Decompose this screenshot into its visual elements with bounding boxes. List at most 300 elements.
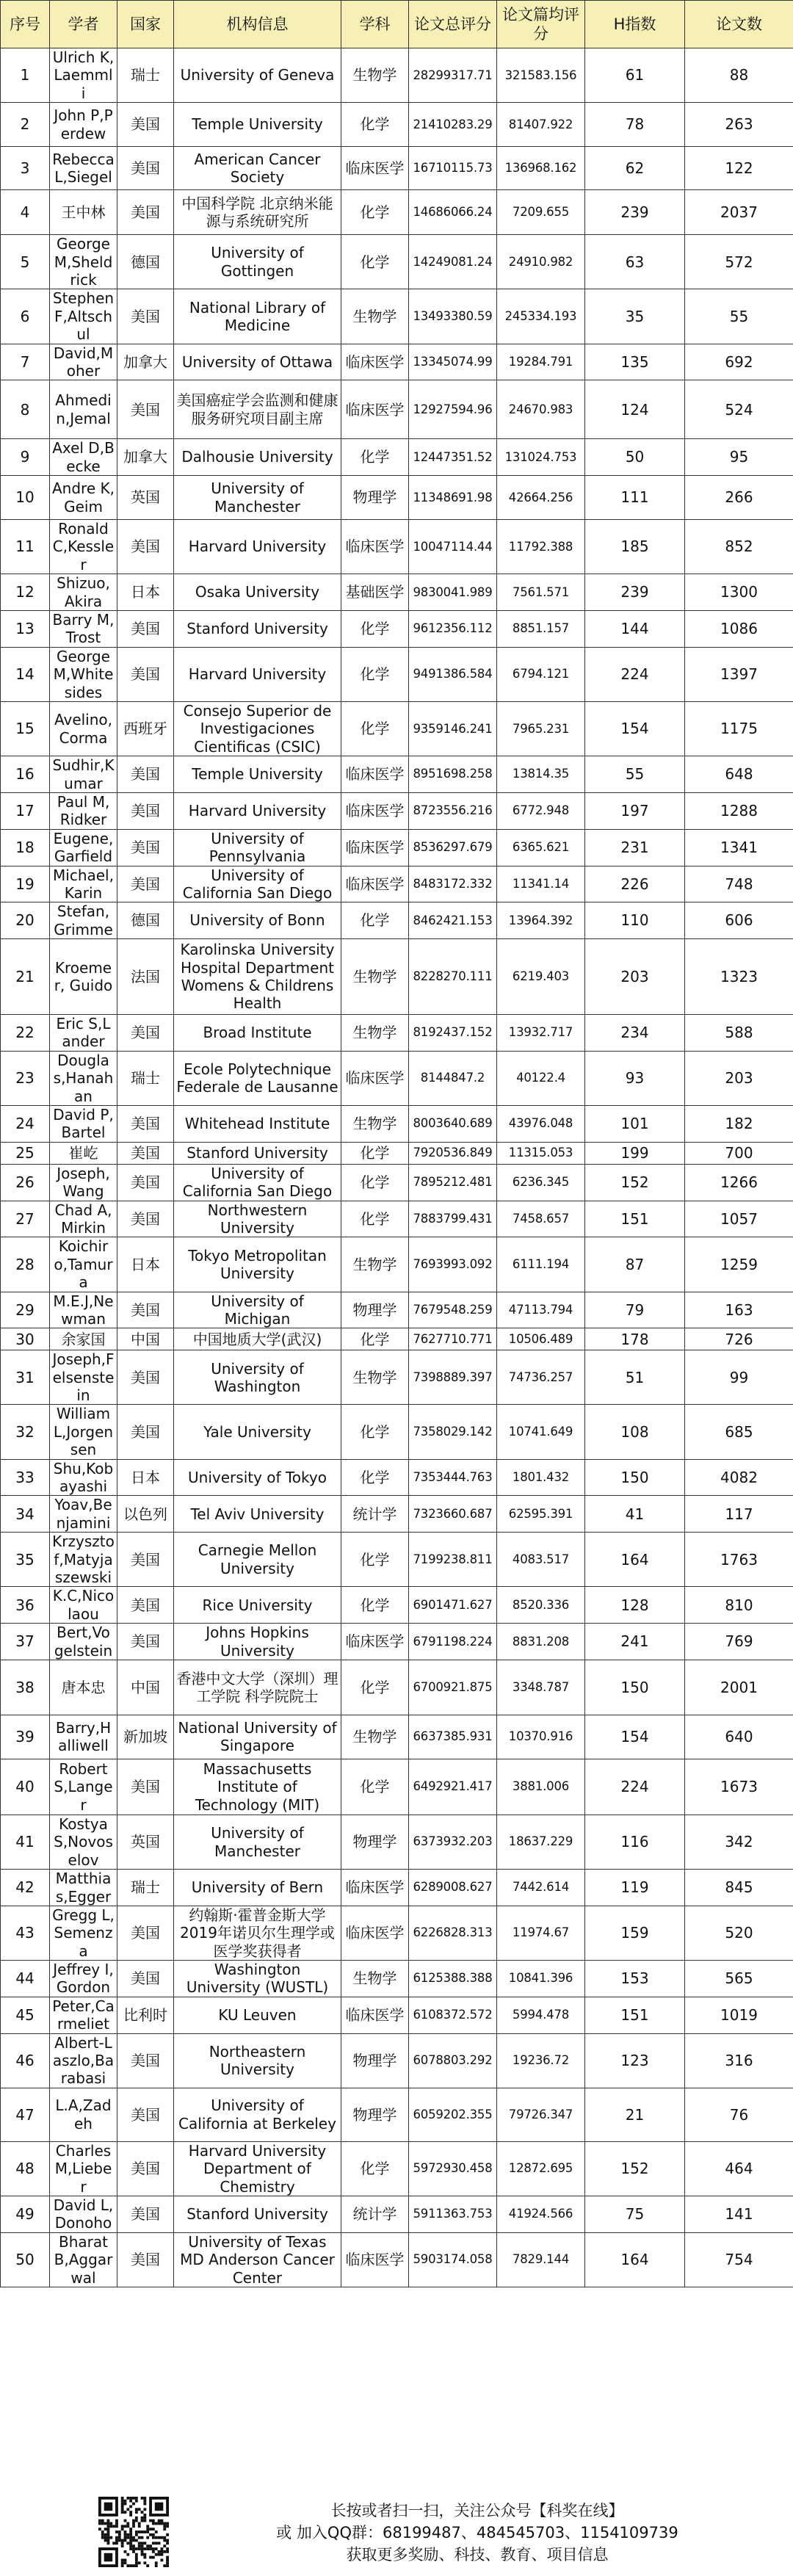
table-row	[1, 1660, 793, 1715]
cell-country: 日本	[117, 1459, 174, 1496]
cell-country: 美国	[117, 1533, 174, 1587]
cell-rank: 24	[1, 1106, 50, 1143]
cell-subject: 生物学	[341, 1015, 409, 1052]
cell-total-score: 6700921.875	[409, 1660, 497, 1715]
cell-scholar: Andre K,Geim	[50, 476, 117, 520]
cell-avg-score: 24910.982	[497, 235, 585, 289]
cell-subject: 临床医学	[341, 1997, 409, 2033]
cell-subject: 临床医学	[341, 792, 409, 829]
table-row	[1, 2141, 793, 2196]
cell-scholar: George M,Whitesides	[50, 647, 117, 701]
cell-avg-score: 13964.392	[497, 902, 585, 939]
cell-total-score: 6901471.627	[409, 1587, 497, 1624]
cell-total-score: 6059202.355	[409, 2088, 497, 2141]
table-row	[1, 2196, 793, 2232]
cell-scholar: 崔屹	[50, 1142, 117, 1164]
cell-subject: 化学	[341, 1459, 409, 1496]
cell-institution: University of Bern	[174, 1870, 341, 1906]
cell-paper-count: 95	[685, 439, 793, 476]
cell-h-index: 62	[585, 147, 685, 190]
cell-total-score: 7323660.687	[409, 1496, 497, 1533]
cell-total-score: 6637385.931	[409, 1715, 497, 1759]
header-subject: 学科	[341, 1, 409, 48]
cell-scholar: Stefan,Grimme	[50, 902, 117, 939]
cell-rank: 38	[1, 1660, 50, 1715]
cell-total-score: 16710115.73	[409, 147, 497, 190]
cell-country: 瑞士	[117, 48, 174, 103]
cell-h-index: 110	[585, 902, 685, 939]
cell-scholar: Ulrich K,Laemmli	[50, 48, 117, 103]
cell-country: 加拿大	[117, 439, 174, 476]
cell-institution: National Library of Medicine	[174, 289, 341, 344]
cell-h-index: 55	[585, 756, 685, 793]
cell-country: 美国	[117, 2033, 174, 2088]
cell-paper-count: 640	[685, 1715, 793, 1759]
cell-total-score: 9491386.584	[409, 647, 497, 701]
cell-institution: Yale University	[174, 1405, 341, 1459]
cell-country: 比利时	[117, 1997, 174, 2033]
cell-subject: 化学	[341, 647, 409, 701]
cell-institution: University of Washington	[174, 1350, 341, 1405]
table-row	[1, 48, 793, 103]
table-row	[1, 756, 793, 793]
table-row	[1, 611, 793, 648]
cell-institution: University of Geneva	[174, 48, 341, 103]
table-row	[1, 1142, 793, 1164]
cell-h-index: 224	[585, 647, 685, 701]
cell-scholar: Avelino,Corma	[50, 701, 117, 756]
cell-country: 美国	[117, 1624, 174, 1660]
cell-institution: 约翰斯·霍普金斯大学2019年诺贝尔生理学或医学奖获得者	[174, 1906, 341, 1960]
cell-institution: Carnegie Mellon University	[174, 1533, 341, 1587]
cell-scholar: Axel D,Becke	[50, 439, 117, 476]
cell-h-index: 135	[585, 344, 685, 380]
cell-avg-score: 6794.121	[497, 647, 585, 701]
cell-rank: 28	[1, 1237, 50, 1292]
cell-h-index: 164	[585, 1533, 685, 1587]
cell-total-score: 8723556.216	[409, 792, 497, 829]
cell-institution: 香港中文大学（深圳）理工学院 科学院院士	[174, 1660, 341, 1715]
cell-rank: 16	[1, 756, 50, 793]
header-total-score: 论文总评分	[409, 1, 497, 48]
cell-rank: 47	[1, 2088, 50, 2141]
cell-institution: Tel Aviv University	[174, 1496, 341, 1533]
cell-paper-count: 1259	[685, 1237, 793, 1292]
cell-country: 美国	[117, 147, 174, 190]
cell-scholar: Yoav,Benjamini	[50, 1496, 117, 1533]
cell-total-score: 8192437.152	[409, 1015, 497, 1052]
table-row	[1, 344, 793, 380]
cell-subject: 化学	[341, 190, 409, 235]
cell-subject: 化学	[341, 701, 409, 756]
table-row	[1, 476, 793, 520]
cell-paper-count: 572	[685, 235, 793, 289]
cell-h-index: 203	[585, 939, 685, 1015]
cell-total-score: 8462421.153	[409, 902, 497, 939]
cell-h-index: 199	[585, 1142, 685, 1164]
cell-avg-score: 12872.695	[497, 2141, 585, 2196]
cell-subject: 化学	[341, 1328, 409, 1350]
cell-avg-score: 19236.72	[497, 2033, 585, 2088]
cell-avg-score: 10741.649	[497, 1405, 585, 1459]
cell-rank: 30	[1, 1328, 50, 1350]
cell-avg-score: 79726.347	[497, 2088, 585, 2141]
cell-subject: 临床医学	[341, 1051, 409, 1105]
table-row	[1, 147, 793, 190]
cell-rank: 18	[1, 829, 50, 866]
cell-institution: University of Ottawa	[174, 344, 341, 380]
table-header-row	[1, 1, 793, 48]
cell-institution: Whitehead Institute	[174, 1106, 341, 1143]
cell-country: 美国	[117, 1292, 174, 1328]
cell-institution: Northwestern University	[174, 1201, 341, 1237]
cell-rank: 2	[1, 103, 50, 147]
cell-institution: Rice University	[174, 1587, 341, 1624]
cell-institution: Temple University	[174, 756, 341, 793]
cell-country: 美国	[117, 1906, 174, 1960]
table-row	[1, 2088, 793, 2141]
cell-rank: 20	[1, 902, 50, 939]
cell-institution: Tokyo Metropolitan University	[174, 1237, 341, 1292]
cell-total-score: 5903174.058	[409, 2232, 497, 2287]
header-country: 国家	[117, 1, 174, 48]
cell-paper-count: 692	[685, 344, 793, 380]
cell-subject: 化学	[341, 1533, 409, 1587]
cell-scholar: Kostya S,Novoselov	[50, 1815, 117, 1869]
cell-h-index: 185	[585, 520, 685, 574]
cell-h-index: 51	[585, 1350, 685, 1405]
cell-subject: 临床医学	[341, 1624, 409, 1660]
cell-subject: 生物学	[341, 48, 409, 103]
table-row	[1, 235, 793, 289]
table-row	[1, 1459, 793, 1496]
header-h-index: H指数	[585, 1, 685, 48]
cell-h-index: 164	[585, 2232, 685, 2287]
cell-rank: 9	[1, 439, 50, 476]
cell-subject: 物理学	[341, 1292, 409, 1328]
cell-total-score: 8536297.679	[409, 829, 497, 866]
header-institution: 机构信息	[174, 1, 341, 48]
cell-rank: 32	[1, 1405, 50, 1459]
cell-paper-count: 852	[685, 520, 793, 574]
cell-subject: 化学	[341, 1201, 409, 1237]
cell-h-index: 226	[585, 866, 685, 902]
cell-scholar: Stephen F,Altschul	[50, 289, 117, 344]
cell-country: 美国	[117, 829, 174, 866]
cell-subject: 化学	[341, 1142, 409, 1164]
cell-institution: University of California at Berkeley	[174, 2088, 341, 2141]
cell-country: 中国	[117, 1328, 174, 1350]
cell-total-score: 6791198.224	[409, 1624, 497, 1660]
cell-subject: 化学	[341, 1660, 409, 1715]
cell-rank: 44	[1, 1961, 50, 1997]
cell-avg-score: 10506.489	[497, 1328, 585, 1350]
cell-h-index: 159	[585, 1906, 685, 1960]
cell-avg-score: 3881.006	[497, 1759, 585, 1815]
cell-scholar: 余家国	[50, 1328, 117, 1350]
cell-rank: 6	[1, 289, 50, 344]
cell-paper-count: 754	[685, 2232, 793, 2287]
cell-scholar: Shizuo,Akira	[50, 574, 117, 611]
cell-scholar: Bert,Vogelstein	[50, 1624, 117, 1660]
cell-subject: 临床医学	[341, 380, 409, 439]
cell-avg-score: 7458.657	[497, 1201, 585, 1237]
cell-country: 美国	[117, 2141, 174, 2196]
cell-scholar: Ronald C,Kessler	[50, 520, 117, 574]
cell-paper-count: 810	[685, 1587, 793, 1624]
cell-scholar: John P,Perdew	[50, 103, 117, 147]
cell-scholar: Barry,Halliwell	[50, 1715, 117, 1759]
cell-avg-score: 7209.655	[497, 190, 585, 235]
cell-h-index: 144	[585, 611, 685, 648]
cell-rank: 31	[1, 1350, 50, 1405]
cell-scholar: Ahmedin,Jemal	[50, 380, 117, 439]
table-row	[1, 701, 793, 756]
cell-country: 美国	[117, 289, 174, 344]
cell-subject: 临床医学	[341, 756, 409, 793]
cell-country: 美国	[117, 866, 174, 902]
cell-subject: 化学	[341, 439, 409, 476]
cell-avg-score: 11974.67	[497, 1906, 585, 1960]
cell-country: 德国	[117, 902, 174, 939]
cell-h-index: 79	[585, 1292, 685, 1328]
cell-rank: 22	[1, 1015, 50, 1052]
cell-institution: University of Texas MD Anderson Cancer Center	[174, 2232, 341, 2287]
table-row	[1, 190, 793, 235]
cell-country: 美国	[117, 2196, 174, 2232]
cell-rank: 13	[1, 611, 50, 648]
cell-paper-count: 263	[685, 103, 793, 147]
cell-avg-score: 10370.916	[497, 1715, 585, 1759]
cell-country: 美国	[117, 792, 174, 829]
cell-h-index: 93	[585, 1051, 685, 1105]
cell-h-index: 119	[585, 1870, 685, 1906]
cell-h-index: 224	[585, 1759, 685, 1815]
cell-total-score: 5911363.753	[409, 2196, 497, 2232]
cell-paper-count: 1673	[685, 1759, 793, 1815]
table-row	[1, 1106, 793, 1143]
table-row	[1, 1715, 793, 1759]
cell-institution: University of Pennsylvania	[174, 829, 341, 866]
cell-h-index: 152	[585, 2141, 685, 2196]
cell-total-score: 21410283.29	[409, 103, 497, 147]
cell-scholar: Barry M,Trost	[50, 611, 117, 648]
cell-paper-count: 1086	[685, 611, 793, 648]
cell-country: 美国	[117, 2232, 174, 2287]
table-row	[1, 1015, 793, 1052]
cell-rank: 27	[1, 1201, 50, 1237]
cell-institution: 美国癌症学会监测和健康服务研究项目副主席	[174, 380, 341, 439]
cell-institution: National University of Singapore	[174, 1715, 341, 1759]
cell-country: 英国	[117, 1815, 174, 1869]
cell-rank: 50	[1, 2232, 50, 2287]
cell-paper-count: 2001	[685, 1660, 793, 1715]
cell-country: 美国	[117, 1142, 174, 1164]
cell-total-score: 11348691.98	[409, 476, 497, 520]
cell-rank: 7	[1, 344, 50, 380]
cell-rank: 35	[1, 1533, 50, 1587]
cell-institution: University of California San Diego	[174, 866, 341, 902]
cell-h-index: 50	[585, 439, 685, 476]
cell-rank: 37	[1, 1624, 50, 1660]
cell-paper-count: 76	[685, 2088, 793, 2141]
cell-institution: Stanford University	[174, 1142, 341, 1164]
cell-institution: University of Gottingen	[174, 235, 341, 289]
cell-paper-count: 99	[685, 1350, 793, 1405]
cell-country: 美国	[117, 380, 174, 439]
cell-subject: 物理学	[341, 2033, 409, 2088]
cell-rank: 29	[1, 1292, 50, 1328]
cell-institution: KU Leuven	[174, 1997, 341, 2033]
cell-scholar: L.A,Zadeh	[50, 2088, 117, 2141]
cell-institution: University of Bonn	[174, 902, 341, 939]
cell-institution: University of Michigan	[174, 1292, 341, 1328]
cell-scholar: Sudhir,Kumar	[50, 756, 117, 793]
cell-avg-score: 131024.753	[497, 439, 585, 476]
cell-scholar: Koichiro,Tamura	[50, 1237, 117, 1292]
cell-paper-count: 2037	[685, 190, 793, 235]
cell-scholar: Douglas,Hanahan	[50, 1051, 117, 1105]
cell-subject: 物理学	[341, 476, 409, 520]
cell-paper-count: 700	[685, 1142, 793, 1164]
cell-avg-score: 40122.4	[497, 1051, 585, 1105]
cell-rank: 19	[1, 866, 50, 902]
table-row	[1, 1906, 793, 1960]
cell-avg-score: 24670.983	[497, 380, 585, 439]
header-scholar: 学者	[50, 1, 117, 48]
footer-text	[220, 2500, 734, 2566]
cell-total-score: 6108372.572	[409, 1997, 497, 2033]
cell-rank: 45	[1, 1997, 50, 2033]
cell-avg-score: 11792.388	[497, 520, 585, 574]
cell-h-index: 128	[585, 1587, 685, 1624]
cell-country: 日本	[117, 574, 174, 611]
cell-country: 西班牙	[117, 701, 174, 756]
cell-paper-count: 726	[685, 1328, 793, 1350]
table-row	[1, 902, 793, 939]
cell-rank: 49	[1, 2196, 50, 2232]
cell-avg-score: 7965.231	[497, 701, 585, 756]
cell-country: 美国	[117, 103, 174, 147]
cell-total-score: 7693993.092	[409, 1237, 497, 1292]
cell-scholar: Kroemer, Guido	[50, 939, 117, 1015]
table-row	[1, 1870, 793, 1906]
cell-institution: Stanford University	[174, 2196, 341, 2232]
cell-paper-count: 203	[685, 1051, 793, 1105]
cell-rank: 40	[1, 1759, 50, 1815]
table-row	[1, 1328, 793, 1350]
table-row	[1, 939, 793, 1015]
table-row	[1, 1587, 793, 1624]
cell-h-index: 116	[585, 1815, 685, 1869]
cell-scholar: David,Moher	[50, 344, 117, 380]
cell-paper-count: 182	[685, 1106, 793, 1143]
cell-h-index: 153	[585, 1961, 685, 1997]
cell-rank: 5	[1, 235, 50, 289]
cell-total-score: 6125388.388	[409, 1961, 497, 1997]
cell-country: 美国	[117, 2088, 174, 2141]
cell-country: 英国	[117, 476, 174, 520]
cell-institution: Stanford University	[174, 611, 341, 648]
cell-rank: 8	[1, 380, 50, 439]
cell-country: 中国	[117, 1660, 174, 1715]
table-row	[1, 439, 793, 476]
table-row	[1, 792, 793, 829]
cell-paper-count: 520	[685, 1906, 793, 1960]
cell-total-score: 6289008.627	[409, 1870, 497, 1906]
cell-institution: Dalhousie University	[174, 439, 341, 476]
cell-country: 美国	[117, 1405, 174, 1459]
cell-total-score: 8951698.258	[409, 756, 497, 793]
cell-avg-score: 136968.162	[497, 147, 585, 190]
cell-total-score: 14249081.24	[409, 235, 497, 289]
cell-institution: Harvard University	[174, 647, 341, 701]
cell-total-score: 9830041.989	[409, 574, 497, 611]
cell-avg-score: 7561.571	[497, 574, 585, 611]
table-row	[1, 829, 793, 866]
cell-institution: Johns Hopkins University	[174, 1624, 341, 1660]
cell-paper-count: 1019	[685, 1997, 793, 2033]
cell-country: 美国	[117, 190, 174, 235]
cell-institution: University of Tokyo	[174, 1459, 341, 1496]
cell-avg-score: 7442.614	[497, 1870, 585, 1906]
cell-avg-score: 81407.922	[497, 103, 585, 147]
cell-country: 加拿大	[117, 344, 174, 380]
table-row	[1, 1533, 793, 1587]
cell-total-score: 14686066.24	[409, 190, 497, 235]
cell-scholar: Matthias,Egger	[50, 1870, 117, 1906]
cell-institution: University of Manchester	[174, 1815, 341, 1869]
footer-line-2: 或 加入QQ群：68199487、484545703、1154109739	[276, 2524, 678, 2541]
table-row	[1, 1624, 793, 1660]
table-body	[1, 48, 793, 2287]
cell-country: 美国	[117, 1106, 174, 1143]
cell-rank: 21	[1, 939, 50, 1015]
cell-subject: 化学	[341, 1759, 409, 1815]
cell-paper-count: 1341	[685, 829, 793, 866]
cell-total-score: 28299317.71	[409, 48, 497, 103]
cell-avg-score: 62595.391	[497, 1496, 585, 1533]
cell-paper-count: 1323	[685, 939, 793, 1015]
cell-subject: 临床医学	[341, 866, 409, 902]
cell-scholar: 王中林	[50, 190, 117, 235]
cell-paper-count: 565	[685, 1961, 793, 1997]
cell-subject: 化学	[341, 1587, 409, 1624]
cell-rank: 46	[1, 2033, 50, 2088]
table-row	[1, 1496, 793, 1533]
cell-subject: 临床医学	[341, 520, 409, 574]
cell-institution: Temple University	[174, 103, 341, 147]
cell-rank: 36	[1, 1587, 50, 1624]
cell-avg-score: 74736.257	[497, 1350, 585, 1405]
table-row	[1, 1164, 793, 1201]
cell-avg-score: 5994.478	[497, 1997, 585, 2033]
cell-avg-score: 10841.396	[497, 1961, 585, 1997]
table-row	[1, 574, 793, 611]
cell-rank: 15	[1, 701, 50, 756]
cell-subject: 生物学	[341, 939, 409, 1015]
cell-paper-count: 685	[685, 1405, 793, 1459]
cell-country: 日本	[117, 1237, 174, 1292]
cell-avg-score: 6236.345	[497, 1164, 585, 1201]
cell-total-score: 7679548.259	[409, 1292, 497, 1328]
cell-paper-count: 648	[685, 756, 793, 793]
cell-country: 美国	[117, 1164, 174, 1201]
cell-rank: 42	[1, 1870, 50, 1906]
cell-h-index: 234	[585, 1015, 685, 1052]
cell-rank: 23	[1, 1051, 50, 1105]
cell-subject: 统计学	[341, 2196, 409, 2232]
